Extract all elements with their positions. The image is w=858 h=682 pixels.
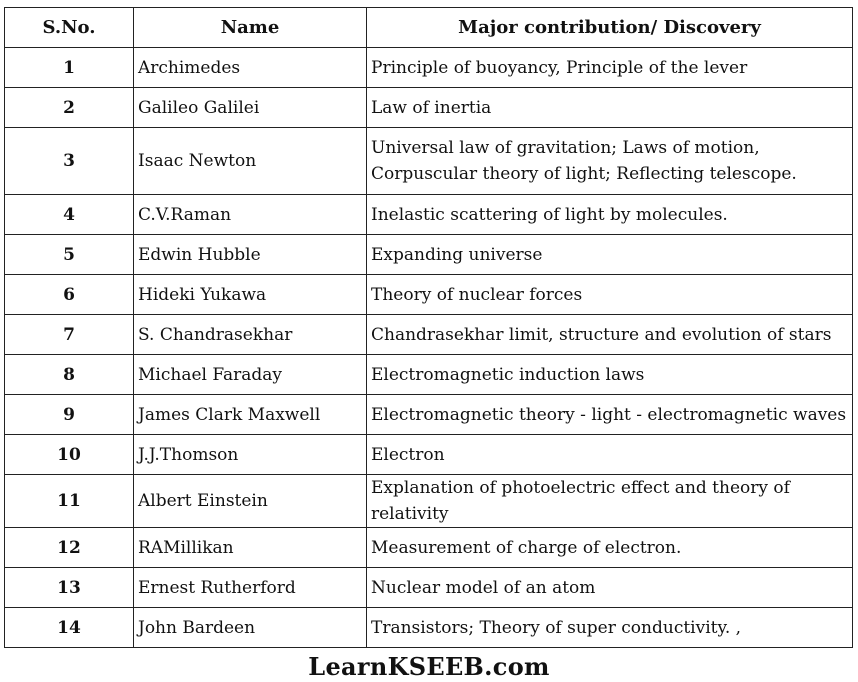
cell-contribution: Explanation of photoelectric effect and theory of relativity bbox=[367, 475, 853, 528]
cell-sno: 6 bbox=[5, 275, 134, 315]
table-row bbox=[5, 315, 853, 355]
table-row bbox=[5, 88, 853, 128]
cell-name: J.J.Thomson bbox=[134, 435, 367, 475]
cell-sno: 7 bbox=[5, 315, 134, 355]
cell-sno: 12 bbox=[5, 528, 134, 568]
cell-name: Ernest Rutherford bbox=[134, 568, 367, 608]
cell-contribution: Universal law of gravitation; Laws of motion, Corpuscular theory of light; Reflecting telescope. bbox=[367, 128, 853, 195]
cell-sno: 5 bbox=[5, 235, 134, 275]
cell-contribution: Transistors; Theory of super conductivity. , bbox=[367, 608, 853, 648]
table-row bbox=[5, 475, 853, 528]
cell-name: S. Chandrasekhar bbox=[134, 315, 367, 355]
cell-contribution: Theory of nuclear forces bbox=[367, 275, 853, 315]
cell-sno: 4 bbox=[5, 195, 134, 235]
site-watermark: LearnKSEEB.com bbox=[308, 652, 550, 681]
cell-sno: 14 bbox=[5, 608, 134, 648]
cell-name: Galileo Galilei bbox=[134, 88, 367, 128]
table-row bbox=[5, 275, 853, 315]
cell-contribution: Electromagnetic theory - light - electromagnetic waves bbox=[367, 395, 853, 435]
table-row bbox=[5, 608, 853, 648]
cell-contribution: Inelastic scattering of light by molecules. bbox=[367, 195, 853, 235]
cell-name: RAMillikan bbox=[134, 528, 367, 568]
cell-name: John Bardeen bbox=[134, 608, 367, 648]
cell-contribution: Principle of buoyancy, Principle of the lever bbox=[367, 48, 853, 88]
cell-name: Isaac Newton bbox=[134, 128, 367, 195]
cell-sno: 13 bbox=[5, 568, 134, 608]
table-row bbox=[5, 568, 853, 608]
cell-sno: 11 bbox=[5, 475, 134, 528]
cell-contribution: Electromagnetic induction laws bbox=[367, 355, 853, 395]
cell-sno: 10 bbox=[5, 435, 134, 475]
cell-contribution: Electron bbox=[367, 435, 853, 475]
cell-name: C.V.Raman bbox=[134, 195, 367, 235]
scientists-table bbox=[4, 7, 853, 648]
cell-name: Michael Faraday bbox=[134, 355, 367, 395]
cell-name: James Clark Maxwell bbox=[134, 395, 367, 435]
header-contribution: Major contribution/ Discovery bbox=[367, 8, 853, 48]
cell-name: Edwin Hubble bbox=[134, 235, 367, 275]
table-row bbox=[5, 195, 853, 235]
header-name: Name bbox=[134, 8, 367, 48]
table-row bbox=[5, 128, 853, 195]
header-sno: S.No. bbox=[5, 8, 134, 48]
cell-sno: 9 bbox=[5, 395, 134, 435]
cell-name: Albert Einstein bbox=[134, 475, 367, 528]
table-row bbox=[5, 395, 853, 435]
table-row bbox=[5, 528, 853, 568]
cell-sno: 1 bbox=[5, 48, 134, 88]
cell-name: Hideki Yukawa bbox=[134, 275, 367, 315]
cell-contribution: Law of inertia bbox=[367, 88, 853, 128]
table-header-row bbox=[5, 8, 853, 48]
cell-sno: 3 bbox=[5, 128, 134, 195]
cell-sno: 8 bbox=[5, 355, 134, 395]
table-row bbox=[5, 355, 853, 395]
table-row bbox=[5, 235, 853, 275]
cell-contribution: Nuclear model of an atom bbox=[367, 568, 853, 608]
cell-contribution: Expanding universe bbox=[367, 235, 853, 275]
table-row bbox=[5, 48, 853, 88]
table-row bbox=[5, 435, 853, 475]
cell-contribution: Measurement of charge of electron. bbox=[367, 528, 853, 568]
cell-sno: 2 bbox=[5, 88, 134, 128]
cell-contribution: Chandrasekhar limit, structure and evolution of stars bbox=[367, 315, 853, 355]
table-body bbox=[5, 48, 853, 648]
cell-name: Archimedes bbox=[134, 48, 367, 88]
